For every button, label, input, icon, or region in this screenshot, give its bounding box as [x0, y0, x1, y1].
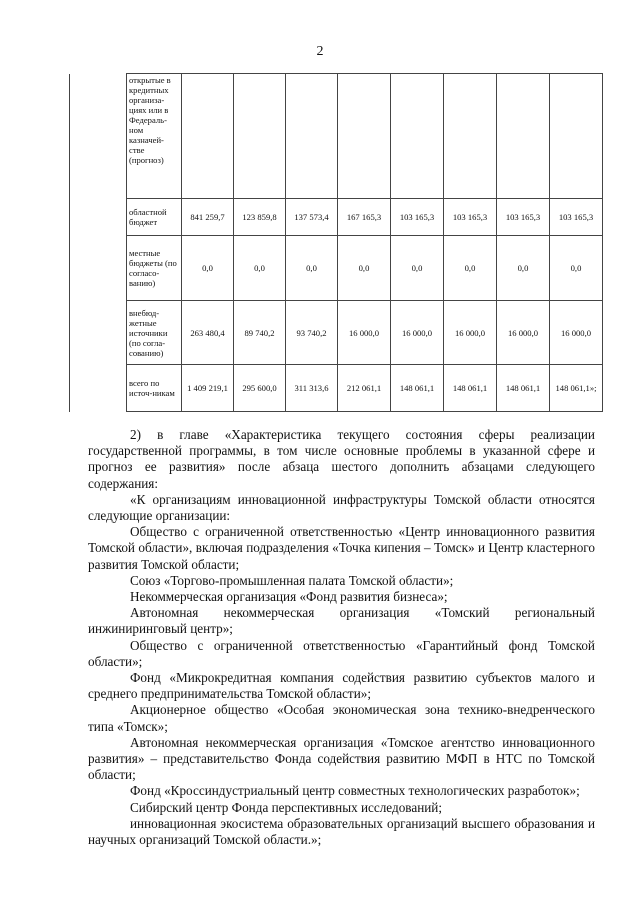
row-label: областной бюджет — [127, 199, 182, 236]
value-cell — [182, 74, 234, 199]
paragraph-org: инновационная экосистема образовательных организаций высшего образования и научных организаций Томской области.»; — [88, 815, 595, 848]
paragraph-org: Автономная некоммерческая организация «Томский региональный инжиниринговый центр»; — [88, 605, 595, 637]
value-cell: 263 480,4 — [182, 301, 234, 365]
value-cell: 103 165,3 — [550, 199, 603, 236]
value-cell: 0,0 — [286, 236, 338, 301]
value-cell: 103 165,3 — [497, 199, 550, 236]
value-cell — [234, 74, 286, 199]
value-cell: 89 740,2 — [234, 301, 286, 365]
empty-cell — [70, 301, 127, 365]
value-cell: 841 259,7 — [182, 199, 234, 236]
row-label: всего по источ-никам — [127, 365, 182, 412]
table-row — [70, 236, 603, 301]
value-cell: 16 000,0 — [550, 301, 603, 365]
paragraph-org: Некоммерческая организация «Фонд развития бизнеса»; — [130, 589, 448, 605]
empty-cell — [70, 74, 127, 199]
paragraph-org: Общество с ограниченной ответственностью «Гарантийный фонд Томской области»; — [88, 637, 595, 669]
budget-table — [69, 73, 603, 412]
value-cell: 16 000,0 — [497, 301, 550, 365]
value-cell — [444, 74, 497, 199]
paragraph-org: Автономная некоммерческая организация «Томское агентство инновационного развития» – представительство Фонда содействия развитию МФП в НТС по Томской области; — [88, 734, 595, 783]
table-row — [70, 74, 603, 199]
value-cell: 103 165,3 — [444, 199, 497, 236]
paragraph-org: Фонд «Микрокредитная компания содействия развитию субъектов малого и среднего предпринимательства Томской области»; — [88, 670, 595, 702]
row-label: местные бюджеты (по согласо-ванию) — [127, 236, 182, 301]
value-cell: 0,0 — [338, 236, 391, 301]
value-cell: 0,0 — [550, 236, 603, 301]
empty-cell — [70, 199, 127, 236]
value-cell: 212 061,1 — [338, 365, 391, 412]
table-row — [70, 365, 603, 412]
value-cell: 16 000,0 — [444, 301, 497, 365]
value-cell: 148 061,1 — [391, 365, 444, 412]
value-cell: 93 740,2 — [286, 301, 338, 365]
value-cell: 123 859,8 — [234, 199, 286, 236]
value-cell: 311 313,6 — [286, 365, 338, 412]
value-cell — [338, 74, 391, 199]
table-row — [70, 199, 603, 236]
value-cell — [391, 74, 444, 199]
paragraph-org: Фонд «Кроссиндустриальный центр совместных технологических разработок»; — [130, 783, 580, 799]
value-cell: 0,0 — [391, 236, 444, 301]
value-cell — [550, 74, 603, 199]
value-cell: 148 061,1 — [444, 365, 497, 412]
value-cell: 16 000,0 — [391, 301, 444, 365]
value-cell: 0,0 — [234, 236, 286, 301]
body-text — [88, 427, 595, 848]
paragraph-intro: «К организациям инновационной инфраструктуры Томской области относятся следующие организации: — [88, 491, 595, 524]
row-label: открытые в кредитных организа-циях или в Федераль-ном казначей-стве (прогноз) — [127, 74, 182, 199]
value-cell: 0,0 — [182, 236, 234, 301]
page-number: 2 — [316, 44, 324, 59]
value-cell: 167 165,3 — [338, 199, 391, 236]
value-cell: 295 600,0 — [234, 365, 286, 412]
value-cell: 103 165,3 — [391, 199, 444, 236]
value-cell: 0,0 — [497, 236, 550, 301]
paragraph-org: Общество с ограниченной ответственностью «Центр инновационного развития Томской области», включая подразделения «Точка кипения – Томск» и Центр кластерного развития Томской области; — [88, 524, 595, 572]
table-row — [70, 301, 603, 365]
paragraph-org: Союз «Торгово-промышленная палата Томской области»; — [130, 572, 454, 588]
paragraph-org: Сибирский центр Фонда перспективных исследований; — [130, 799, 443, 815]
empty-cell — [70, 365, 127, 412]
row-label: внебюд-жетные источники (по согла-сованию) — [127, 301, 182, 365]
empty-cell — [70, 236, 127, 301]
paragraph-org: Акционерное общество «Особая экономическая зона технико-внедренческого типа «Томск»; — [88, 702, 595, 734]
value-cell — [497, 74, 550, 199]
value-cell: 16 000,0 — [338, 301, 391, 365]
value-cell: 137 573,4 — [286, 199, 338, 236]
paragraph-amendment: 2) в главе «Характеристика текущего состояния сферы реализации государственной программы, в том числе основные проблемы в указанной сфере и прогноз ее развития» после абзаца шестого дополнить абзацами следующего содержания: — [88, 427, 595, 491]
value-cell: 0,0 — [444, 236, 497, 301]
value-cell: 148 061,1»; — [550, 365, 603, 412]
value-cell: 148 061,1 — [497, 365, 550, 412]
value-cell: 1 409 219,1 — [182, 365, 234, 412]
value-cell — [286, 74, 338, 199]
